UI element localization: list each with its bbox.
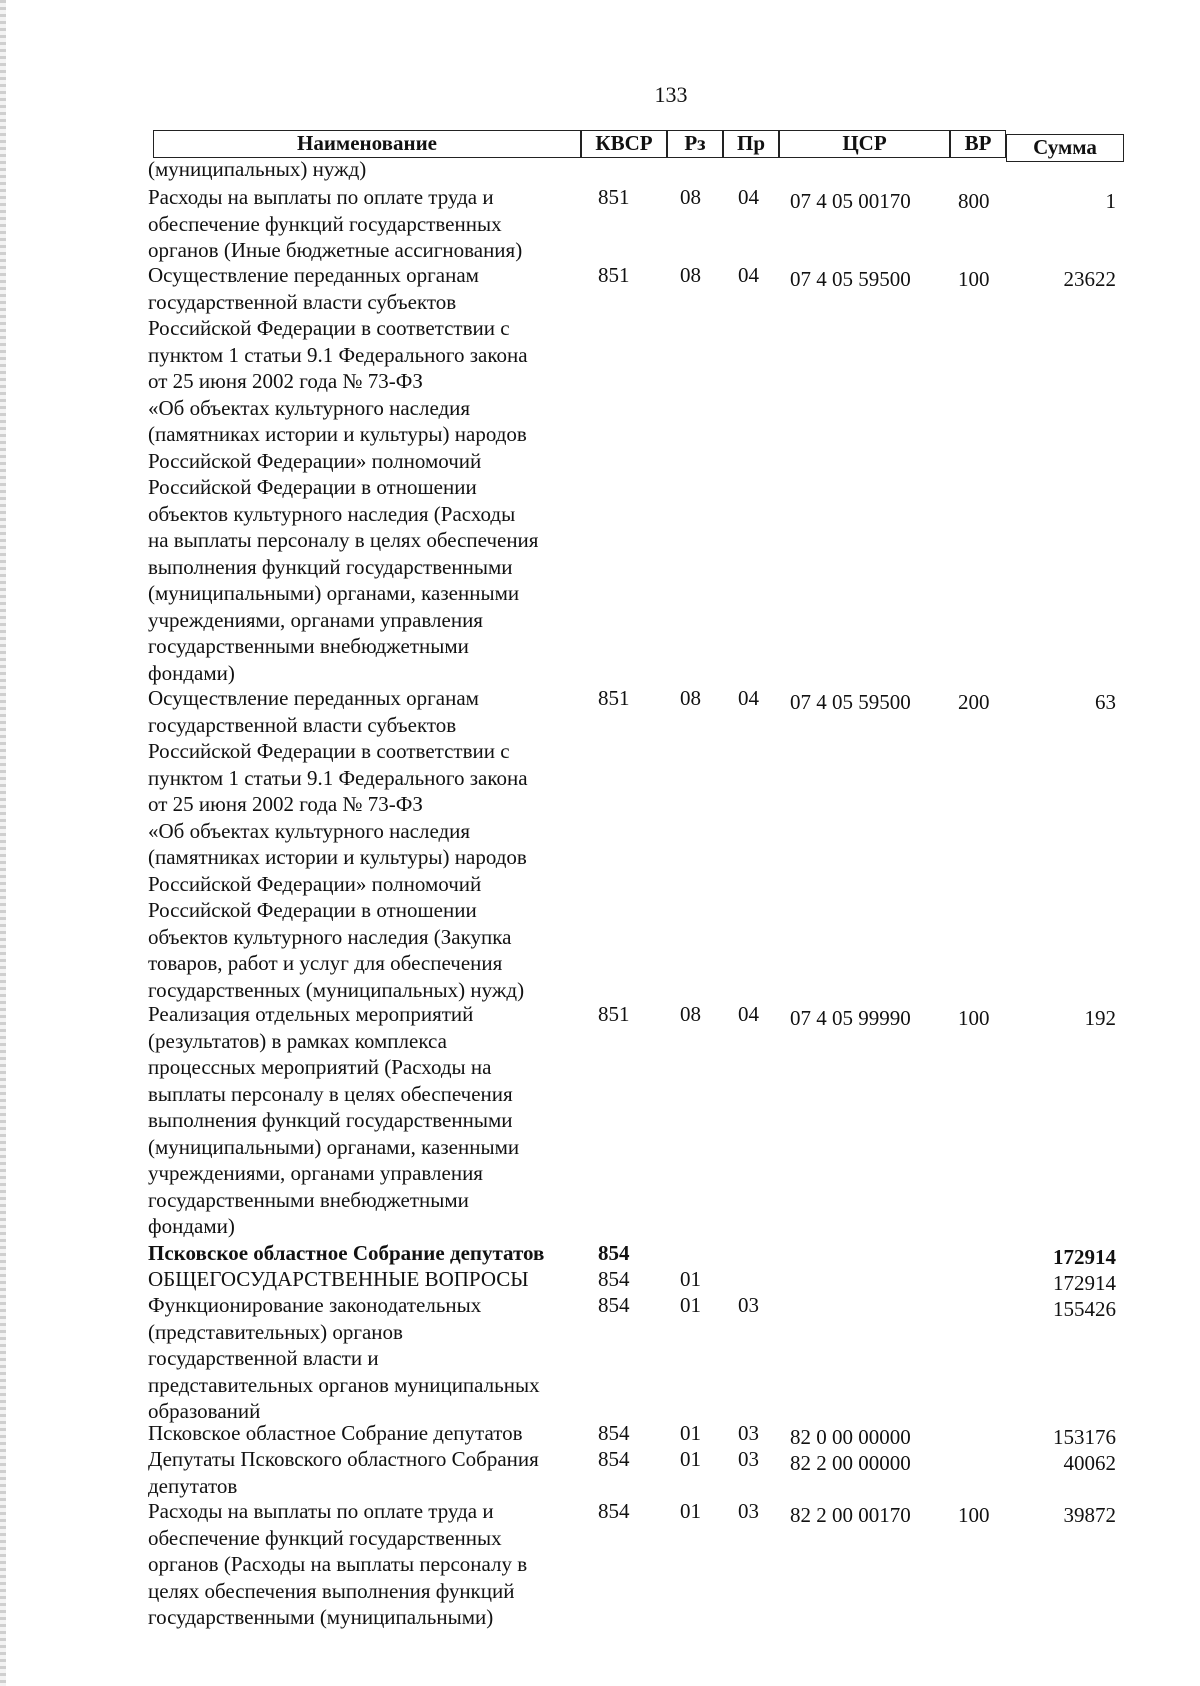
row-vr: 800 [958, 189, 990, 213]
row-name [148, 1292, 568, 1425]
row-name-line: государственной власти субъектов [148, 289, 457, 314]
row-name-line: обеспечение функций государственных [148, 1525, 502, 1550]
row-rz: 08 [680, 1002, 701, 1026]
header-vr: ВР [950, 130, 1006, 158]
row-name-line: государственных (муниципальных) нужд) [148, 977, 525, 1002]
row-sum: 192 [1084, 1006, 1116, 1030]
row-name [148, 1446, 568, 1499]
row-name-line: Российской Федерации в соответствии с [148, 739, 510, 763]
row-sum: 155426 [1053, 1297, 1116, 1321]
row-name-line: пунктом 1 статьи 9.1 Федерального закона [148, 342, 528, 367]
row-rz: 08 [680, 185, 701, 209]
row-name-line: фондами) [148, 660, 235, 685]
row-name-line: объектов культурного наследия (Расходы [148, 501, 516, 526]
row-pr: 03 [738, 1499, 759, 1523]
row-sum: 153176 [1053, 1425, 1116, 1449]
row-name-line: Осуществление переданных органам [148, 686, 479, 710]
header-kvsr: КВСР [581, 130, 667, 158]
row-name [148, 1240, 568, 1267]
row-name [148, 262, 568, 686]
row-name-line: образований [148, 1399, 261, 1423]
row-name [148, 1001, 568, 1240]
row-name-line: Российской Федерации» полномочий [148, 448, 482, 473]
row-csr: 07 4 05 59500 [790, 267, 911, 291]
row-name-line: (памятниках истории и культуры) народов [148, 845, 527, 869]
row-name-line: выплаты персоналу в целях обеспечения [148, 1081, 513, 1106]
row-pr: 04 [738, 686, 759, 710]
row-rz: 01 [680, 1499, 701, 1523]
header-csr: ЦСР [779, 130, 950, 158]
row-name-line: Функционирование законодательных [148, 1293, 482, 1317]
row-name-line: на выплаты персоналу в целях обеспечения [148, 528, 539, 552]
row-name-line: (муниципальными) органами, казенными [148, 581, 520, 605]
row-pr: 03 [738, 1421, 759, 1445]
row-sum: 63 [1095, 690, 1116, 714]
row-kvsr: 851 [598, 263, 630, 287]
row-name-line: государственной власти субъектов [148, 712, 457, 737]
row-name-line: органов (Иные бюджетные ассигнования) [148, 238, 523, 262]
row-csr: 07 4 05 99990 [790, 1006, 911, 1030]
row-name-line: обеспечение функций государственных [148, 211, 502, 236]
row-name-line: объектов культурного наследия (Закупка [148, 924, 512, 949]
row-name-line: Российской Федерации» полномочий [148, 871, 482, 896]
row-name-line: Российской Федерации в отношении [148, 475, 477, 499]
row-name-line: Расходы на выплаты по оплате труда и [148, 185, 494, 209]
row-sum: 39872 [1063, 1503, 1116, 1527]
row-pr: 03 [738, 1447, 759, 1471]
row-sum: 172914 [1053, 1245, 1116, 1269]
row-name-line: «Об объектах культурного наследия [148, 818, 471, 843]
row-name-line: Депутаты Псковского областного Собрания [148, 1447, 539, 1471]
row-pr: 04 [738, 263, 759, 287]
row-name-line: выполнения функций государственными [148, 1108, 513, 1132]
row-name-line: депутатов [148, 1473, 238, 1498]
row-csr: 07 4 05 59500 [790, 690, 911, 714]
row-name-line: Реализация отдельных мероприятий [148, 1002, 474, 1026]
row-name [148, 1420, 568, 1447]
row-name-line: Российской Федерации в соответствии с [148, 316, 510, 340]
row-name-line: процессных мероприятий (Расходы на [148, 1055, 492, 1079]
row-kvsr: 854 [598, 1447, 630, 1471]
row-kvsr: 854 [598, 1499, 630, 1523]
row-name-line: пунктом 1 статьи 9.1 Федерального закона [148, 765, 528, 790]
row-name-line: товаров, работ и услуг для обеспечения [148, 951, 503, 975]
row-sum: 172914 [1053, 1271, 1116, 1295]
row-sum: 40062 [1063, 1451, 1116, 1475]
row-rz: 01 [680, 1267, 701, 1291]
scan-edge [0, 0, 6, 1686]
row-name [148, 156, 568, 183]
row-name-line: учреждениями, органами управления [148, 1161, 483, 1185]
header-sum: Сумма [1006, 134, 1124, 162]
row-name-line: государственными (муниципальными) [148, 1605, 494, 1629]
row-pr: 04 [738, 1002, 759, 1026]
row-vr: 200 [958, 690, 990, 714]
row-name-line: государственными внебюджетными [148, 1187, 469, 1212]
row-pr: 04 [738, 185, 759, 209]
header-pr: Пр [723, 130, 779, 158]
row-csr: 07 4 05 00170 [790, 189, 911, 213]
row-name-line: (памятниках истории и культуры) народов [148, 422, 527, 446]
row-name-line: Псковское областное Собрание депутатов [148, 1421, 523, 1445]
row-kvsr: 854 [598, 1293, 630, 1317]
row-name-line: органов (Расходы на выплаты персоналу в [148, 1552, 528, 1576]
row-name-line: Российской Федерации в отношении [148, 898, 477, 922]
header-name: Наименование [153, 130, 581, 158]
row-vr: 100 [958, 1006, 990, 1030]
row-name-line: от 25 июня 2002 года № 73-ФЗ [148, 792, 423, 816]
row-name-line: (муниципальными) органами, казенными [148, 1134, 520, 1159]
row-name-line: ОБЩЕГОСУДАРСТВЕННЫЕ ВОПРОСЫ [148, 1267, 529, 1291]
row-name-line: целях обеспечения выполнения функций [148, 1578, 515, 1603]
row-name-line: (представительных) органов [148, 1319, 403, 1344]
row-kvsr: 854 [598, 1241, 630, 1265]
row-name-line: Осуществление переданных органам [148, 263, 479, 287]
row-name-line: учреждениями, органами управления [148, 607, 483, 632]
row-rz: 01 [680, 1421, 701, 1445]
row-sum: 23622 [1063, 267, 1116, 291]
row-rz: 08 [680, 263, 701, 287]
row-name-line: государственными внебюджетными [148, 634, 469, 658]
row-name [148, 184, 568, 264]
row-rz: 01 [680, 1293, 701, 1317]
row-csr: 82 0 00 00000 [790, 1425, 911, 1449]
page-number: 133 [654, 82, 688, 107]
row-vr: 100 [958, 267, 990, 291]
row-csr: 82 2 00 00170 [790, 1503, 911, 1527]
row-name-line: «Об объектах культурного наследия [148, 395, 471, 420]
row-kvsr: 851 [598, 686, 630, 710]
header-rz: Рз [667, 130, 723, 158]
row-kvsr: 854 [598, 1421, 630, 1445]
row-kvsr: 854 [598, 1267, 630, 1291]
row-name [148, 1498, 568, 1631]
row-name [148, 685, 568, 1003]
row-name-line: представительных органов муниципальных [148, 1372, 540, 1397]
row-name-line: (результатов) в рамках комплекса [148, 1028, 447, 1053]
row-rz: 01 [680, 1447, 701, 1471]
row-name [148, 1266, 568, 1293]
row-kvsr: 851 [598, 1002, 630, 1026]
row-name-line: государственной власти и [148, 1346, 379, 1370]
row-name-line: Псковское областное Собрание депутатов [148, 1241, 545, 1265]
row-csr: 82 2 00 00000 [790, 1451, 911, 1475]
row-name-line: выполнения функций государственными [148, 554, 513, 579]
row-name-line: фондами) [148, 1214, 235, 1238]
row-sum: 1 [1105, 189, 1116, 213]
row-rz: 08 [680, 686, 701, 710]
row-name-line: Расходы на выплаты по оплате труда и [148, 1499, 494, 1523]
row-pr: 03 [738, 1293, 759, 1317]
row-vr: 100 [958, 1503, 990, 1527]
row-name-line: от 25 июня 2002 года № 73-ФЗ [148, 369, 423, 393]
row-name-line: (муниципальных) нужд) [148, 157, 367, 181]
row-kvsr: 851 [598, 185, 630, 209]
